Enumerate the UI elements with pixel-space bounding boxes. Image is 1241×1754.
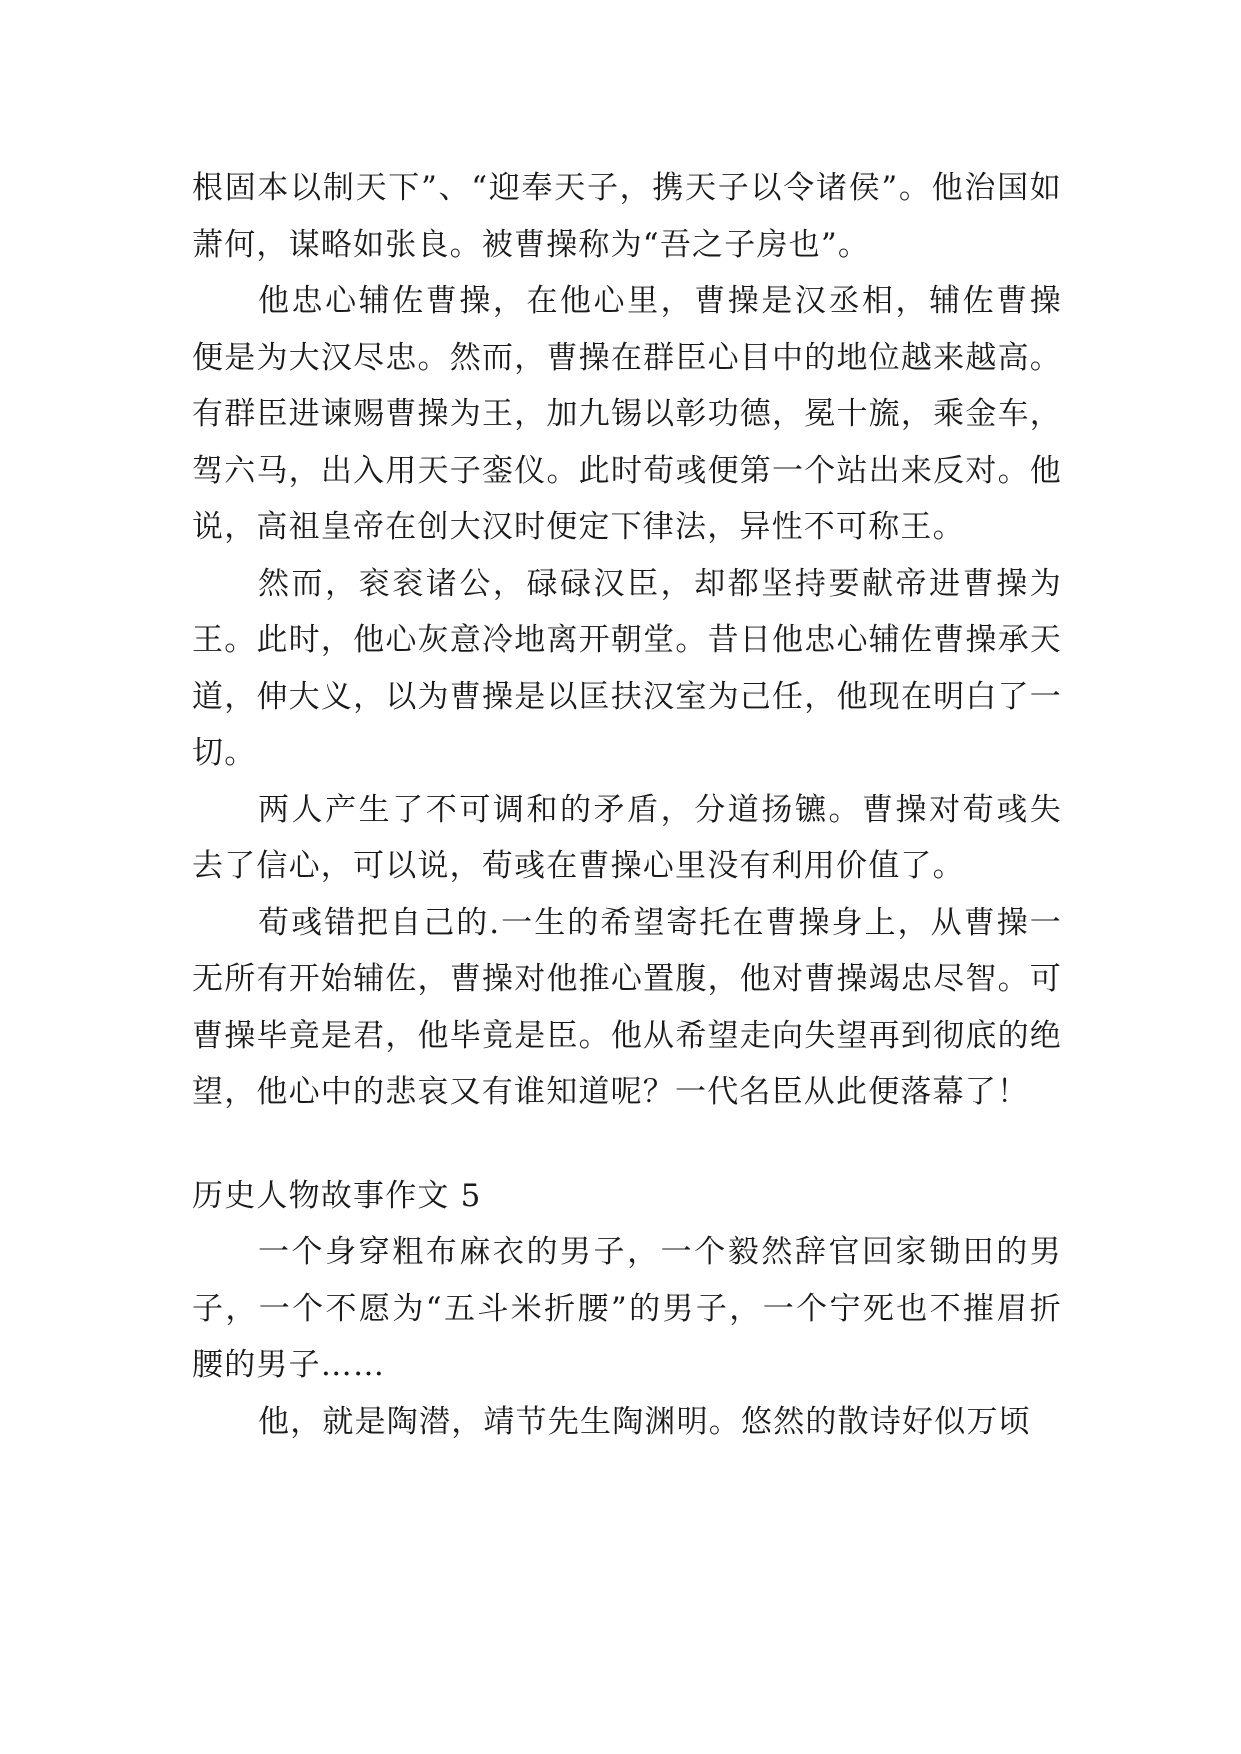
document-body bbox=[192, 160, 1062, 1450]
paragraph-5: 荀彧错把自己的.一生的希望寄托在曹操身上，从曹操一无所有开始辅佐，曹操对他推心置腹，他对曹操竭忠尽智。可曹操毕竟是君，他毕竟是臣。他从希望走向失望再到彻底的绝望，他心中的悲哀又有谁知道呢？一代名臣从此便落幕了！ bbox=[192, 904, 1062, 1110]
paragraph-4: 两人产生了不可调和的矛盾，分道扬镳。曹操对荀彧失去了信心，可以说，荀彧在曹操心里没有利用价值了。 bbox=[192, 791, 1062, 884]
paragraph-2: 他忠心辅佐曹操，在他心里，曹操是汉丞相，辅佐曹操便是为大汉尽忠。然而，曹操在群臣心目中的地位越来越高。有群臣进谏赐曹操为王，加九锡以彰功德，冕十旒，乘金车，驾六马，出入用天子銮仪。此时荀彧便第一个站出来反对。他说，高祖皇帝在创大汉时便定下律法，异性不可称王。 bbox=[192, 283, 1062, 545]
section-heading: 历史人物故事作文 5 bbox=[192, 1177, 482, 1214]
paragraph-6: 一个身穿粗布麻衣的男子，一个毅然辞官回家锄田的男子，一个不愿为“五斗米折腰”的男子，一个宁死也不摧眉折腰的男子…… bbox=[192, 1234, 1062, 1383]
paragraph-7: 他，就是陶潜，靖节先生陶渊明。悠然的散诗好似万顷 bbox=[258, 1403, 1031, 1440]
paragraph-1: 根固本以制天下”、“迎奉天子，携天子以令诸侯”。他治国如萧何，谋略如张良。被曹操称为“吾之子房也”。 bbox=[192, 170, 1062, 263]
paragraph-3: 然而，衮衮诸公，碌碌汉臣，却都坚持要献帝进曹操为王。此时，他心灰意冷地离开朝堂。昔日他忠心辅佐曹操承天道，伸大义，以为曹操是以匡扶汉室为己任，他现在明白了一切。 bbox=[192, 565, 1062, 771]
